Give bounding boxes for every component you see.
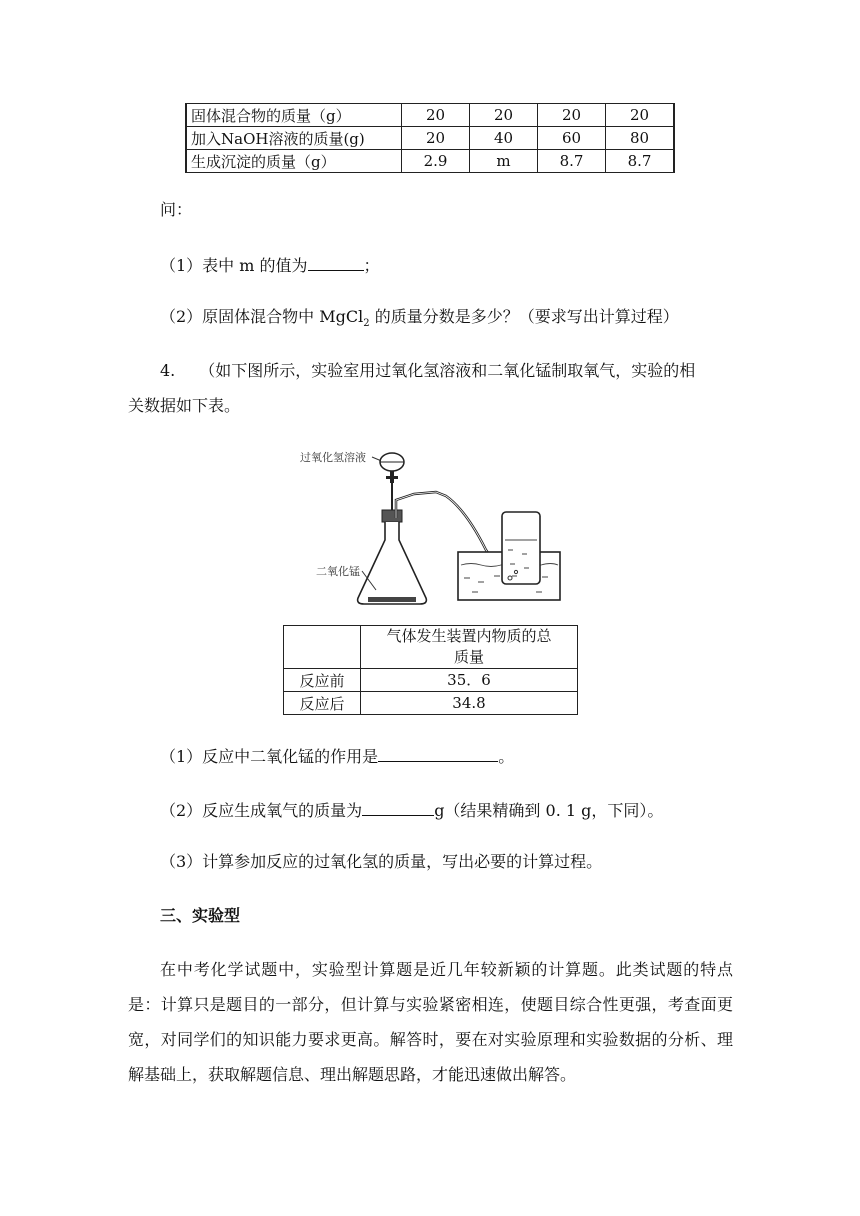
table-cell: 20 [402,104,470,127]
gas-collecting-bottle [502,512,540,584]
table-cell: 34.8 [361,692,578,715]
answer-blank[interactable] [362,799,434,816]
flask-label: 二氧化锰 [316,565,360,578]
column-header: 气体发生装置内物质的总 质量 [361,626,578,669]
table-cell: 8.7 [538,150,606,173]
mno2-powder [368,597,416,602]
table-cell: 60 [538,127,606,150]
q4-sub-question-1: （1）反应中二氧化锰的作用是 。 [160,747,515,766]
table-row [186,104,674,127]
table-row [186,150,674,173]
table-cell: 20 [402,127,470,150]
sub-question-text: （1）表中 m 的值为 [160,256,308,275]
section-paragraph: 在中考化学试题中，实验型计算题是近几年较新颖的计算题。此类试题的特点是：计算只是题目的一部分，但计算与实验紧密相连，使题目综合性更强，考查面更宽，对同学们的知识能力要求更高。解答时，要在对实验原理和实验数据的分析、理解基础上，获取解题信息、理出解题思路，才能迅速做出解答。 [128,960,733,1084]
row-label: 生成沉淀的质量（g） [186,150,402,173]
section-heading: 三、实验型 [160,906,241,925]
oxygen-apparatus-figure [296,440,571,608]
row-label: 反应后 [284,692,361,715]
table-cell: 80 [606,127,675,150]
q4-sub-question-3: （3）计算参加反应的过氧化氢的质量，写出必要的计算过程。 [160,852,603,871]
table-row [284,669,578,692]
answer-blank[interactable] [378,745,498,762]
question-4-intro-cont: 关数据如下表。 [128,396,241,415]
row-label: 固体混合物的质量（g） [186,104,402,127]
question-text: （如下图所示，实验室用过氧化氢溶液和二氧化锰制取氧气，实验的相 [199,361,696,380]
table-cell: 40 [470,127,538,150]
question-number: 4. [160,361,176,380]
table-cell: m [470,150,538,173]
subscript: 2 [363,318,370,330]
table-row [284,692,578,715]
sub-question-text: （2）原固体混合物中 MgCl [160,307,364,326]
table-row [284,626,578,669]
conical-flask [358,522,427,604]
sub-question-text: ； [363,256,380,275]
reaction-mass-table [283,625,578,715]
question-ask-label: 问： [160,200,193,219]
table-cell: 20 [606,104,675,127]
table-cell: 2.9 [402,150,470,173]
mixture-data-table [185,103,675,173]
table-cell: 35．6 [361,669,578,692]
sub-question-text: 的质量分数是多少？（要求写出计算过程） [369,307,679,326]
question-4-intro [160,361,695,381]
table-cell: 8.7 [606,150,675,173]
table-cell: 20 [538,104,606,127]
q4-sub-question-2: （2）反应生成氧气的质量为 g（结果精确到 0. 1 g，下同）。 [160,801,664,820]
stopper [382,510,402,522]
sub-question-2 [160,307,679,334]
row-label: 反应前 [284,669,361,692]
funnel-label: 过氧化氢溶液 [300,451,366,464]
table-corner-cell [284,626,361,669]
table-cell: 20 [470,104,538,127]
answer-blank[interactable] [308,254,364,271]
table-row [186,127,674,150]
row-label: 加入NaOH溶液的质量(g) [186,127,402,150]
sub-question-1 [160,254,380,276]
